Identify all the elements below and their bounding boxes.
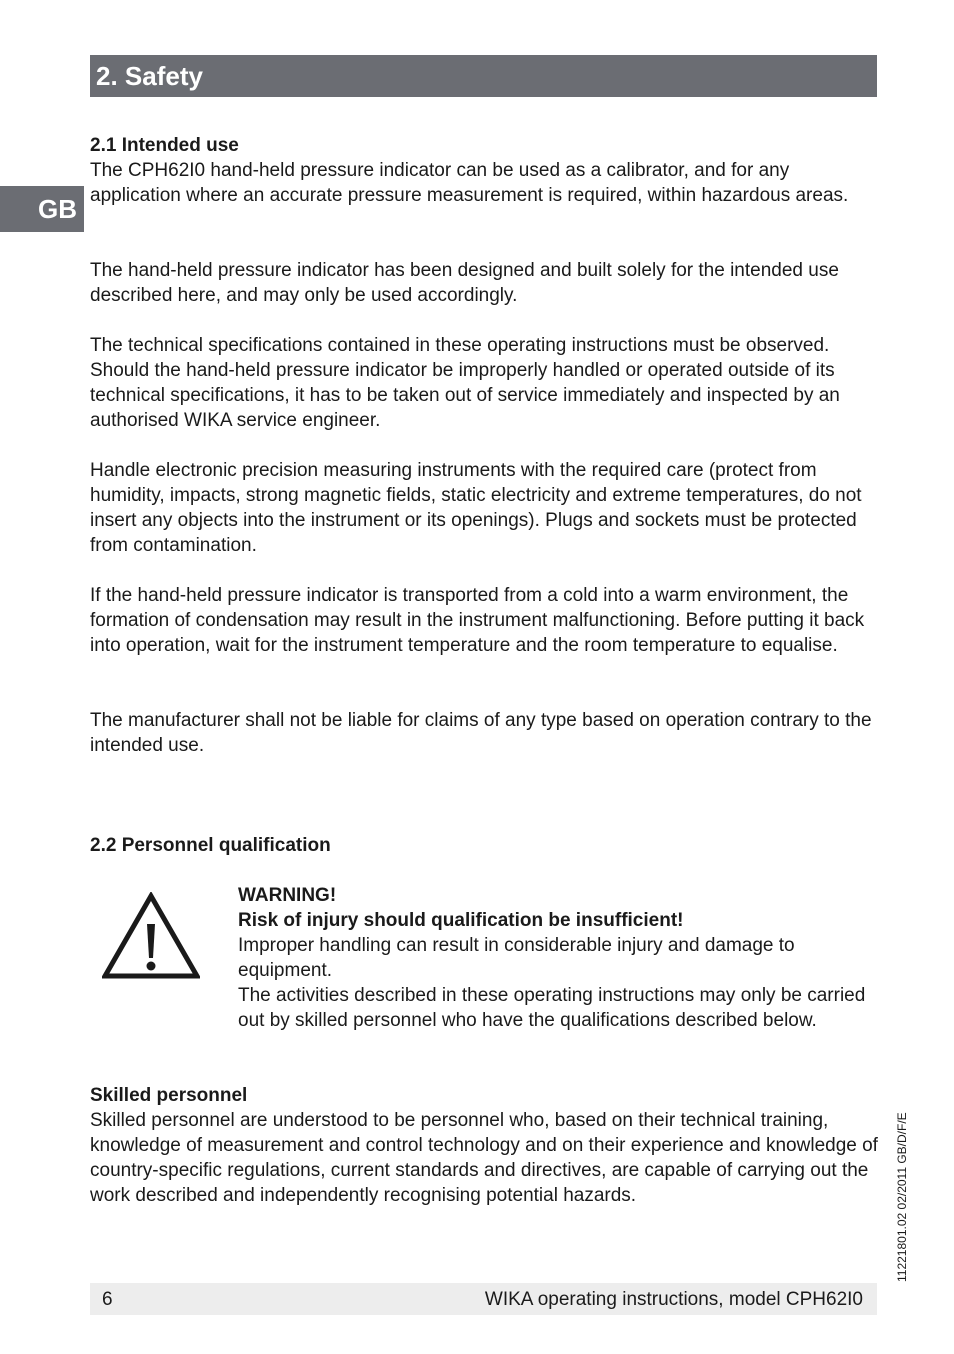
paragraph-intended-use-3: The technical specifications contained in these operating instructions must be observed. Should the hand-held pressure indicator be improperly handled or operated outside of its technical specifications, it has to be taken out of service immediately and inspected by an authorised WIKA service engineer. (90, 335, 840, 431)
warning-text-1: Improper handling can result in considerable injury and damage to equipment. (238, 935, 795, 981)
warning-title: WARNING! (238, 885, 337, 906)
page-number: 6 (102, 1289, 113, 1310)
language-tab (0, 186, 84, 232)
paragraph-skilled-personnel: Skilled personnel are understood to be personnel who, based on their technical training, knowledge of measurement and control technology and on their experience and knowledge of country-specific regulations, current standards and directives, are capable of carrying out the work described and independently recognising potential hazards. (90, 1110, 878, 1206)
paragraph-intended-use-1: The CPH62I0 hand-held pressure indicator can be used as a calibrator, and for any application where an accurate pressure measurement is required, within hazardous areas. (90, 160, 849, 206)
language-tab-label: GB (38, 194, 77, 224)
warning-notice (238, 883, 878, 1033)
heading-skilled-personnel: Skilled personnel (90, 1085, 248, 1106)
page-footer (90, 1283, 877, 1315)
paragraph-intended-use-5: If the hand-held pressure indicator is transported from a cold into a warm environment, the formation of condensation may result in the instrument malfunctioning. Before putting it back into operation, wait for the instrument temperature and the room temperature to equalise. (90, 585, 865, 656)
footer-title: WIKA operating instructions, model CPH62I0 (484, 1289, 863, 1310)
section-header-bar (90, 55, 877, 97)
section-title: 2. Safety (96, 61, 203, 91)
paragraph-intended-use-6: The manufacturer shall not be liable for claims of any type based on operation contrary to the intended use. (90, 710, 872, 756)
heading-intended-use: 2.1 Intended use (90, 135, 239, 156)
warning-subtitle: Risk of injury should qualification be insufficient! (238, 910, 684, 931)
paragraph-intended-use-4: Handle electronic precision measuring instruments with the required care (protect from humidity, impacts, strong magnetic fields, static electricity and extreme temperatures, do not insert any objects into the instrument or its openings). Plugs and sockets must be protected from contamination. (90, 460, 862, 556)
warning-text-2: The activities described in these operating instructions may only be carried out by skilled personnel who have the qualifications described below. (238, 985, 866, 1031)
document-code: 11221801.02 02/2011 GB/D/F/E (895, 1112, 909, 1282)
heading-personnel-qualification: 2.2 Personnel qualification (90, 835, 331, 856)
paragraph-intended-use-2: The hand-held pressure indicator has been designed and built solely for the intended use described here, and may only be used accordingly. (90, 260, 839, 306)
warning-triangle-icon (102, 892, 200, 980)
